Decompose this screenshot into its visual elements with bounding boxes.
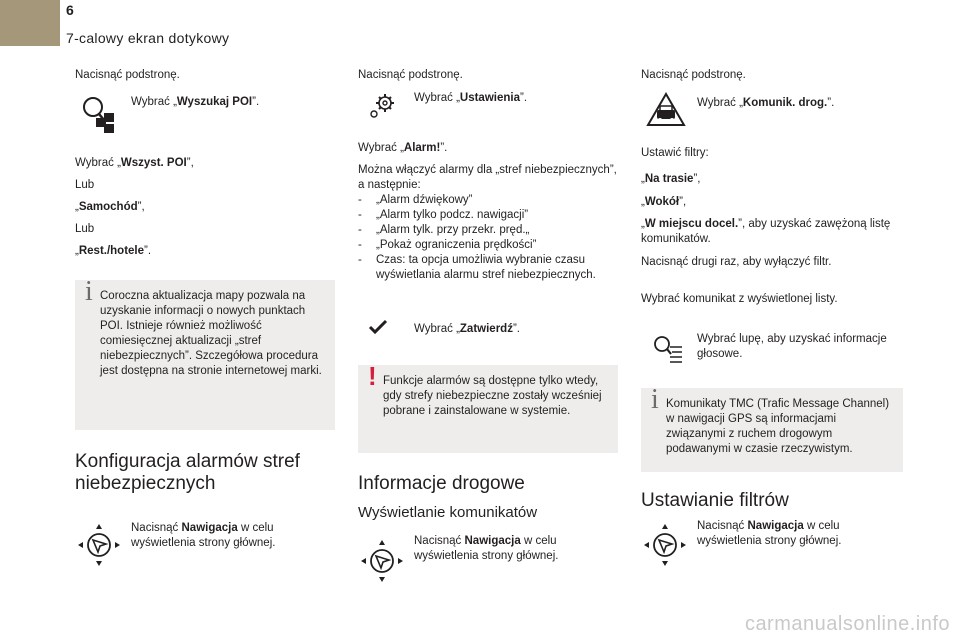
confirm-label: Zatwierdź <box>459 323 513 335</box>
watermark: carmanualsonline.info <box>744 613 950 635</box>
page-tab <box>0 0 60 46</box>
alarm-option: - „Alarm tylk. przy przekr. pręd.„ <box>358 223 613 238</box>
or-text-2: Lub <box>75 223 95 235</box>
navigation-icon <box>359 538 405 584</box>
search-poi-icon <box>80 95 120 135</box>
on-route-label: Na trasie <box>644 173 694 185</box>
alarm-option: - „Alarm dźwiękowy” <box>358 193 613 208</box>
section-heading-traffic: Informacje drogowe <box>358 473 525 494</box>
filter-destination: „W miejscu docel.”, aby uzyskać zawężoną listę komunikatów. <box>641 218 891 245</box>
settings-label: Ustawienia <box>459 92 520 104</box>
traffic-messages-instruction: Wybrać „Komunik. drog.”. <box>697 97 835 109</box>
info-icon: i <box>651 384 659 415</box>
filters-label: Ustawić filtry: <box>641 147 709 159</box>
info-icon: i <box>85 276 93 307</box>
navigation-icon <box>642 522 688 568</box>
disable-filter-text: Nacisnąć drugi raz, aby wyłączyć filtr. <box>641 256 832 268</box>
confirm-instruction: Wybrać „Zatwierdź”. <box>414 323 520 335</box>
search-poi-label: Wyszukaj POI <box>176 96 253 108</box>
all-poi-option: Wybrać „Wszyst. POI”, <box>75 157 194 169</box>
section-heading-filters: Ustawianie filtrów <box>641 490 789 511</box>
filter-on-route: „Na trasie”, <box>641 173 701 185</box>
hotel-label: Rest./hotele <box>78 245 145 257</box>
select-message-text: Wybrać komunikat z wyświetlonej listy. <box>641 293 838 305</box>
car-label: Samochód <box>78 201 138 213</box>
info-note-tmc <box>641 384 903 472</box>
voice-info-text: Wybrać lupę, aby uzyskać informacje głosowe. <box>697 333 887 360</box>
alarm-options-list <box>358 193 613 283</box>
page-number: 6 <box>66 2 74 18</box>
alarm-option: - Czas: ta opcja umożliwia wybranie czasu wyświetlania alarmu stref niebezpiecznych. <box>358 253 613 283</box>
alarm-option: - „Pokaż ograniczenia prędkości” <box>358 238 613 253</box>
alarm-enable-text: Można włączyć alarmy dla „stref niebezpiecznych”, a następnie: <box>358 164 617 191</box>
nav-instruction-3: Nacisnąć Nawigacja w celu wyświetlenia strony głównej. <box>697 520 842 547</box>
warning-note-text: Funkcje alarmów są dostępne tylko wtedy, gdy strefy niebezpieczne zostały wcześniej pobrane i zainstalowane w systemie. <box>383 375 602 417</box>
section-heading-alarms: Konfiguracja alarmów stref niebezpiecznych <box>75 451 300 494</box>
info-note-text: Coroczna aktualizacja mapy pozwala na uzyskanie informacji o nowych punktach POI. Istnieje również możliwość comiesięcznej aktualizacji „stref niebezpiecznych”. Szczegółowa procedura jest dostępna na stronie internetowej marki. <box>100 290 322 377</box>
col2-intro: Nacisnąć podstronę. <box>358 69 463 81</box>
col3-intro: Nacisnąć podstronę. <box>641 69 746 81</box>
info-note-text: Komunikaty TMC (Trafic Message Channel) w nawigacji GPS są informacjami związanymi z ruchem drogowym podawanymi w czasie rzeczywistym. <box>666 398 890 455</box>
settings-icon <box>368 92 398 122</box>
voice-search-icon <box>652 334 684 366</box>
subheading-messages: Wyświetlanie komunikatów <box>358 504 538 521</box>
col1-intro: Nacisnąć podstronę. <box>75 69 180 81</box>
alarm-option: - „Alarm tylko podcz. nawigacji” <box>358 208 613 223</box>
navigation-label: Nawigacja <box>747 520 804 532</box>
or-text-1: Lub <box>75 179 95 191</box>
traffic-messages-label: Komunik. drog. <box>742 97 828 109</box>
car-option: „Samochód”, <box>75 201 145 213</box>
navigation-icon <box>76 522 122 568</box>
navigation-label: Nawigacja <box>464 535 521 547</box>
settings-instruction: Wybrać „Ustawienia”. <box>414 92 528 104</box>
all-poi-label: Wszyst. POI <box>120 157 187 169</box>
info-note-map-update <box>75 276 335 430</box>
checkmark-icon <box>368 318 388 336</box>
search-poi-instruction: Wybrać „Wyszukaj POI”. <box>131 96 260 108</box>
traffic-warning-icon <box>646 92 686 128</box>
filter-around: „Wokół”, <box>641 196 687 208</box>
destination-label: W miejscu docel. <box>644 218 739 230</box>
warning-icon: ! <box>368 361 377 391</box>
warning-note-alarms <box>358 361 618 453</box>
section-title: 7-calowy ekran dotykowy <box>66 30 230 46</box>
nav-instruction-1: Nacisnąć Nawigacja w celu wyświetlenia strony głównej. <box>131 522 276 549</box>
alarm-instruction: Wybrać „Alarm!”. <box>358 142 448 154</box>
nav-instruction-2: Nacisnąć Nawigacja w celu wyświetlenia strony głównej. <box>414 535 559 562</box>
navigation-label: Nawigacja <box>181 522 238 534</box>
alarm-label: Alarm! <box>403 142 441 154</box>
hotel-option: „Rest./hotele”. <box>75 245 152 257</box>
around-label: Wokół <box>644 196 680 208</box>
